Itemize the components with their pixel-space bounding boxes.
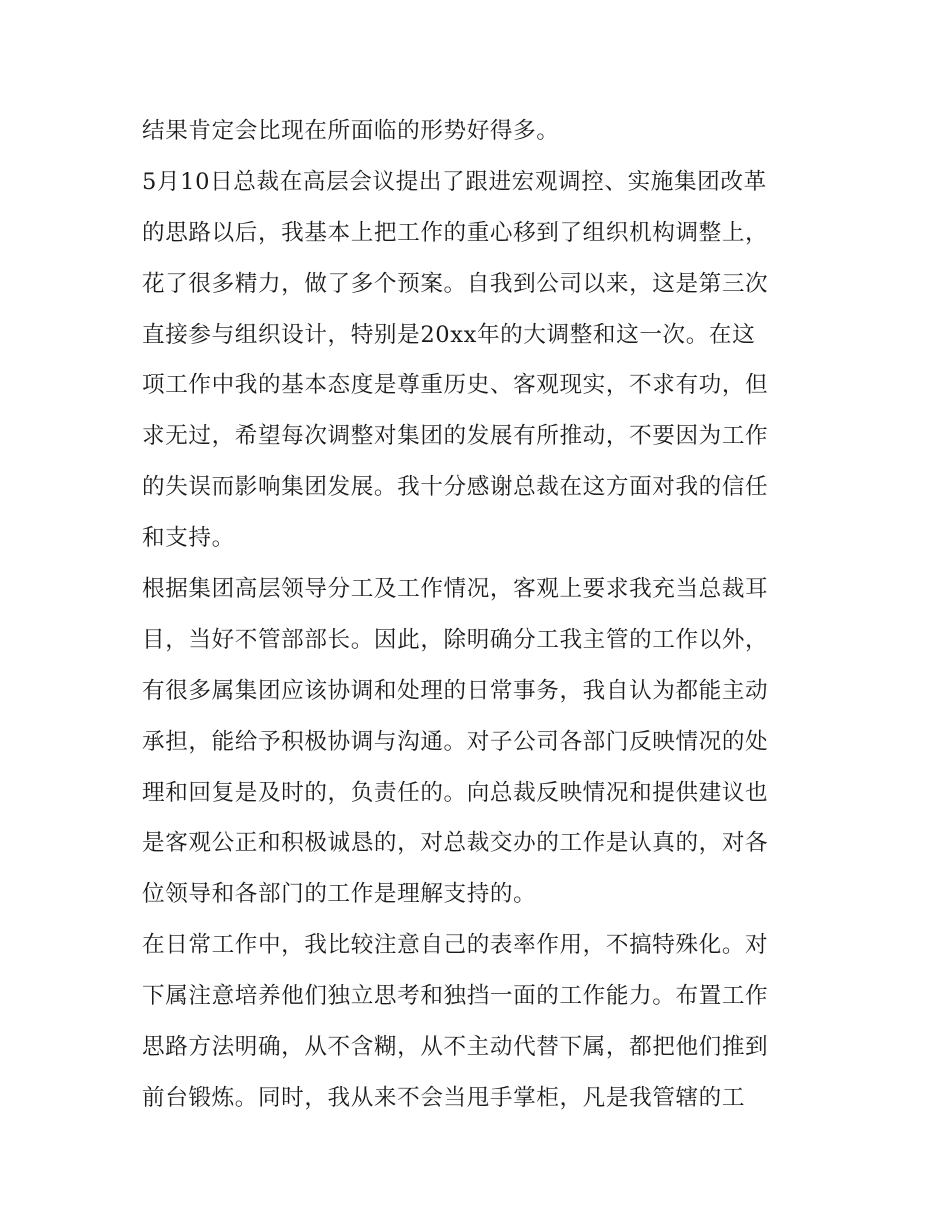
text-line: 在日常工作中，我比较注意自己的表率作用，不搞特殊化。对	[142, 932, 769, 959]
text-line: 5月10日总裁在高层会议提出了跟进宏观调控、实施集团改革	[142, 168, 767, 195]
text-line: 项工作中我的基本态度是尊重历史、客观现实，不求有功，但	[142, 372, 769, 399]
text-line: 的思路以后，我基本上把工作的重心移到了组织机构调整上，	[142, 219, 769, 246]
text-line: 是客观公正和积极诚恳的，对总裁交办的工作是认真的，对各	[142, 830, 769, 857]
text-line: 下属注意培养他们独立思考和独挡一面的工作能力。布置工作	[142, 983, 769, 1010]
text-line: 和支持。	[142, 525, 235, 552]
text-line: 承担，能给予积极协调与沟通。对子公司各部门反映情况的处	[142, 728, 769, 755]
text-line: 思路方法明确，从不含糊，从不主动代替下属，都把他们推到	[142, 1034, 769, 1061]
text-line: 目，当好不管部部长。因此，除明确分工我主管的工作以外，	[142, 626, 769, 653]
text-line: 有很多属集团应该协调和处理的日常事务，我自认为都能主动	[142, 677, 769, 704]
text-line: 的失误而影响集团发展。我十分感谢总裁在这方面对我的信任	[142, 474, 769, 501]
text-line: 结果肯定会比现在所面临的形势好得多。	[142, 118, 560, 144]
text-line: 花了很多精力，做了多个预案。自我到公司以来，这是第三次	[142, 270, 769, 297]
text-line: 位领导和各部门的工作是理解支持的。	[142, 881, 537, 908]
text-line: 求无过，希望每次调整对集团的发展有所推动，不要因为工作	[142, 423, 769, 450]
text-line: 根据集团高层领导分工及工作情况，客观上要求我充当总裁耳	[142, 576, 769, 603]
text-line: 理和回复是及时的，负责任的。向总裁反映情况和提供建议也	[142, 779, 769, 806]
text-line: 前台锻炼。同时，我从来不会当甩手掌柜，凡是我管辖的工	[142, 1084, 746, 1111]
text-line: 直接参与组织设计，特别是20xx年的大调整和这一次。在这	[142, 321, 756, 348]
document-body	[142, 106, 814, 1124]
